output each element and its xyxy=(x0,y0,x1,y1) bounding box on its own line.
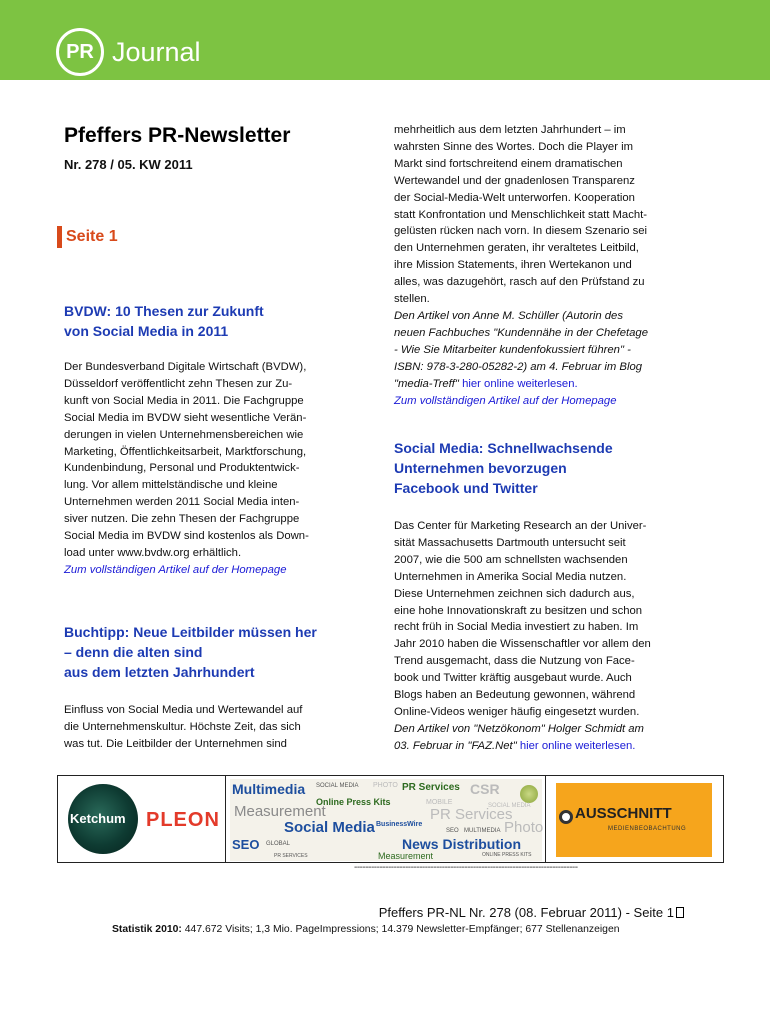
text-line: Markt sind fortschreitend einem dramatischen xyxy=(394,157,623,170)
article-heading[interactable] xyxy=(64,301,354,341)
text-line: Blogs haben an Bedeutung gewonnen, während xyxy=(394,689,636,702)
text-line: 2007, wie die 500 am schnellsten wachsenden xyxy=(394,553,628,566)
text-line: load unter www.bvdw.org erhältlich. xyxy=(64,546,242,559)
text-line: Unternehmen werden 2011 Social Media inten- xyxy=(64,496,300,509)
footer-page-line: Pfeffers PR-NL Nr. 278 (08. Februar 2011) - Seite 1 xyxy=(378,905,674,920)
read-online-link[interactable]: hier online weiterlesen. xyxy=(462,377,578,390)
text-line: ihre Mission Statements, ihren Wertekanon und xyxy=(394,259,632,272)
ad-banner-row xyxy=(57,775,724,863)
source-faz: 03. Februar in "FAZ.Net" xyxy=(394,739,517,752)
heading-line: BVDW: 10 Thesen zur Zukunft xyxy=(64,303,264,319)
article-source-last xyxy=(394,738,704,755)
text-line: den Unternehmen geraten, ihr veraltetes Leitbild, xyxy=(394,242,639,255)
article-heading[interactable] xyxy=(64,622,364,682)
ketchum-logo xyxy=(68,784,138,854)
collage xyxy=(230,779,542,861)
collage-word: Multimedia xyxy=(232,781,306,797)
read-online-link[interactable]: hier online weiterlesen. xyxy=(519,739,636,752)
text-line: lung. Vor allem mittelständische und kleine xyxy=(64,479,278,492)
text-line: Social Media im BVDW sieht wesentliche Verän- xyxy=(64,411,307,424)
ausschnitt-logo xyxy=(556,783,712,857)
statistics-line xyxy=(112,924,620,935)
collage-word: SEO xyxy=(446,828,459,834)
placeholder-box-icon xyxy=(676,907,684,918)
article-bvdw xyxy=(64,301,354,579)
text-line: Trend ausgemacht, dass die Nutzung von Face- xyxy=(394,655,635,668)
article-buchtipp-continued xyxy=(394,122,704,409)
collage-word: Photo xyxy=(504,819,544,836)
collage-word: Measurement xyxy=(234,803,326,820)
collage-word: SEO xyxy=(232,837,260,852)
heading-line: aus dem letzten Jahrhundert xyxy=(64,664,255,680)
text-line: derungen in vielen Unternehmensbereichen wie xyxy=(64,428,304,441)
pleon-logo: PLEON xyxy=(146,809,220,831)
collage-word: SOCIAL MEDIA xyxy=(488,803,531,809)
article-heading[interactable] xyxy=(394,438,704,498)
logo-mark: PR xyxy=(56,28,104,76)
article-buchtipp xyxy=(64,622,364,753)
newsletter-title: Pfeffers PR-Newsletter xyxy=(64,124,291,147)
text-line: Social Media im BVDW sind kostenlos als Down- xyxy=(64,530,309,543)
divider-dashes: ------------------------------------------------------------------------------- xyxy=(354,862,578,873)
collage-word: ONLINE PRESS KITS xyxy=(482,852,532,858)
text-line: stellen. xyxy=(394,293,430,306)
text-line: was tut. Die Leitbilder der Unternehmen sind xyxy=(64,737,287,750)
collage-word: CSR xyxy=(470,781,500,797)
pr-journal-logo[interactable] xyxy=(56,28,201,76)
text-line: eine hohe Innovationskraft zu besitzen und schon xyxy=(394,604,643,617)
ausschnitt-text: AUSSCHNITT xyxy=(575,805,672,822)
ausschnitt-subtext: MEDIENBEOBACHTUNG xyxy=(608,826,687,832)
text-line: Einfluss von Social Media und Wertewandel auf xyxy=(64,704,303,716)
section-label: Seite 1 xyxy=(57,226,118,248)
text-line: Unternehmen in Amerika Social Media nutzen. xyxy=(394,570,627,583)
ad-business-wire-collage[interactable] xyxy=(226,776,546,862)
text-line: mehrheitlich aus dem letzten Jahrhundert – im xyxy=(394,124,626,136)
collage-word: PR SERVICES xyxy=(274,853,308,859)
stats-text: 447.672 Visits; 1,3 Mio. PageImpressions; 14.379 Newsletter-Empfänger; 677 Stellenanzeigen xyxy=(181,924,620,935)
article-body xyxy=(394,122,704,308)
collage-word: PR Services xyxy=(430,806,513,823)
issue-number: Nr. 278 / 05. KW 2011 xyxy=(64,157,193,172)
collage-word: MULTIMEDIA xyxy=(464,828,501,834)
text-line: Der Bundesverband Digitale Wirtschaft (BVDW), xyxy=(64,361,307,373)
article-social-media xyxy=(394,438,704,755)
text-line: statt Konfrontation und Menschlichkeit statt Macht- xyxy=(394,208,648,221)
text-line: Diese Unternehmen zeichnen sich dadurch aus, xyxy=(394,587,635,600)
collage-word: News Distribution xyxy=(402,836,522,852)
ad-ketchum-pleon[interactable] xyxy=(58,776,226,862)
article-source: Den Artikel von "Netzökonom" Holger Schmidt am xyxy=(394,722,644,735)
collage-word: BusinessWire xyxy=(376,821,423,828)
collage-word: GLOBAL xyxy=(266,841,291,847)
collage-word: Online Press Kits xyxy=(316,797,391,807)
collage-word: SOCIAL MEDIA xyxy=(316,783,359,789)
text-line: book und Twitter kräftig ausgebaut wurde. Auch xyxy=(394,672,632,685)
heading-line: – denn die alten sind xyxy=(64,644,203,660)
text-line: Das Center für Marketing Research an der Univer- xyxy=(394,520,647,532)
text-line: Den Artikel von Anne M. Schüller (Autorin des xyxy=(394,309,623,322)
text-line: ISBN: 978-3-280-05282-2) am 4. Februar im Blog xyxy=(394,360,643,373)
text-line: wahrsten Sinne des Wortes. Doch die Player im xyxy=(394,140,634,153)
text-line: der Social-Media-Welt unterworfen. Kooperation xyxy=(394,191,635,204)
text-line: recht früh in Social Media investiert zu haben. Im xyxy=(394,621,639,634)
heading-line: Buchtipp: Neue Leitbilder müssen her xyxy=(64,624,317,640)
stats-label: Statistik 2010: xyxy=(112,924,182,935)
text-line: kunft von Social Media in 2011. Die Fachgruppe xyxy=(64,394,304,407)
text-line: Kundenbindung, Personal und Produktentwick- xyxy=(64,462,300,475)
text-line: alles, was dazugehört, rasch auf den Prüfstand zu xyxy=(394,276,645,289)
ketchum-text: Ketchum xyxy=(70,811,126,826)
globe-icon xyxy=(520,785,538,803)
header-bar xyxy=(0,0,770,80)
article-source xyxy=(394,308,704,376)
collage-word: MOBILE xyxy=(426,799,453,806)
text-line: Marketing, Öffentlichkeitsarbeit, Marktforschung, xyxy=(64,445,307,458)
article-source-last xyxy=(394,376,704,393)
article-body xyxy=(64,702,364,753)
collage-word: PHOTO xyxy=(373,782,398,789)
target-icon xyxy=(559,810,573,824)
text-line: neuen Fachbuches "Kundennähe in der Chefetage xyxy=(394,326,648,339)
source-blog: "media-Treff" xyxy=(394,377,459,390)
collage-word: Measurement xyxy=(378,851,434,861)
text-line: Düsseldorf veröffentlicht zehn Thesen zur Zu- xyxy=(64,377,293,390)
page-footer xyxy=(379,905,684,920)
collage-word: PR Services xyxy=(402,782,460,793)
ad-ausschnitt[interactable] xyxy=(546,776,723,862)
article-body xyxy=(64,359,354,562)
text-line: Wertewandel und der gnadenlosen Transparenz xyxy=(394,174,635,187)
text-line: sität Massachusetts Dartmouth untersucht seit xyxy=(394,536,626,549)
text-line: gelüsten rücken nach vorn. In diesem Szenario sei xyxy=(394,225,648,238)
article-body xyxy=(394,518,704,721)
heading-line: Unternehmen bevorzugen xyxy=(394,460,567,476)
text-line: - Wie Sie Mitarbeiter kundenfokussiert führen" - xyxy=(394,343,631,356)
text-line: siver nutzen. Die zehn Thesen der Fachgruppe xyxy=(64,513,300,526)
collage-word: Social Media xyxy=(284,819,375,836)
heading-line: Social Media: Schnellwachsende xyxy=(394,440,613,456)
logo-text: Journal xyxy=(112,36,201,67)
text-line: Jahr 2010 haben die Wissenschaftler vor allem den xyxy=(394,638,651,651)
text-line: die Unternehmenskultur. Höchste Zeit, das sich xyxy=(64,720,301,733)
text-line: Online-Videos weniger häufig eingesetzt wurden. xyxy=(394,705,640,718)
heading-line: von Social Media in 2011 xyxy=(64,323,229,339)
heading-line: Facebook und Twitter xyxy=(394,480,538,496)
more-link[interactable]: Zum vollständigen Artikel auf der Homepage xyxy=(394,394,617,407)
more-link[interactable]: Zum vollständigen Artikel auf der Homepage xyxy=(64,563,287,576)
